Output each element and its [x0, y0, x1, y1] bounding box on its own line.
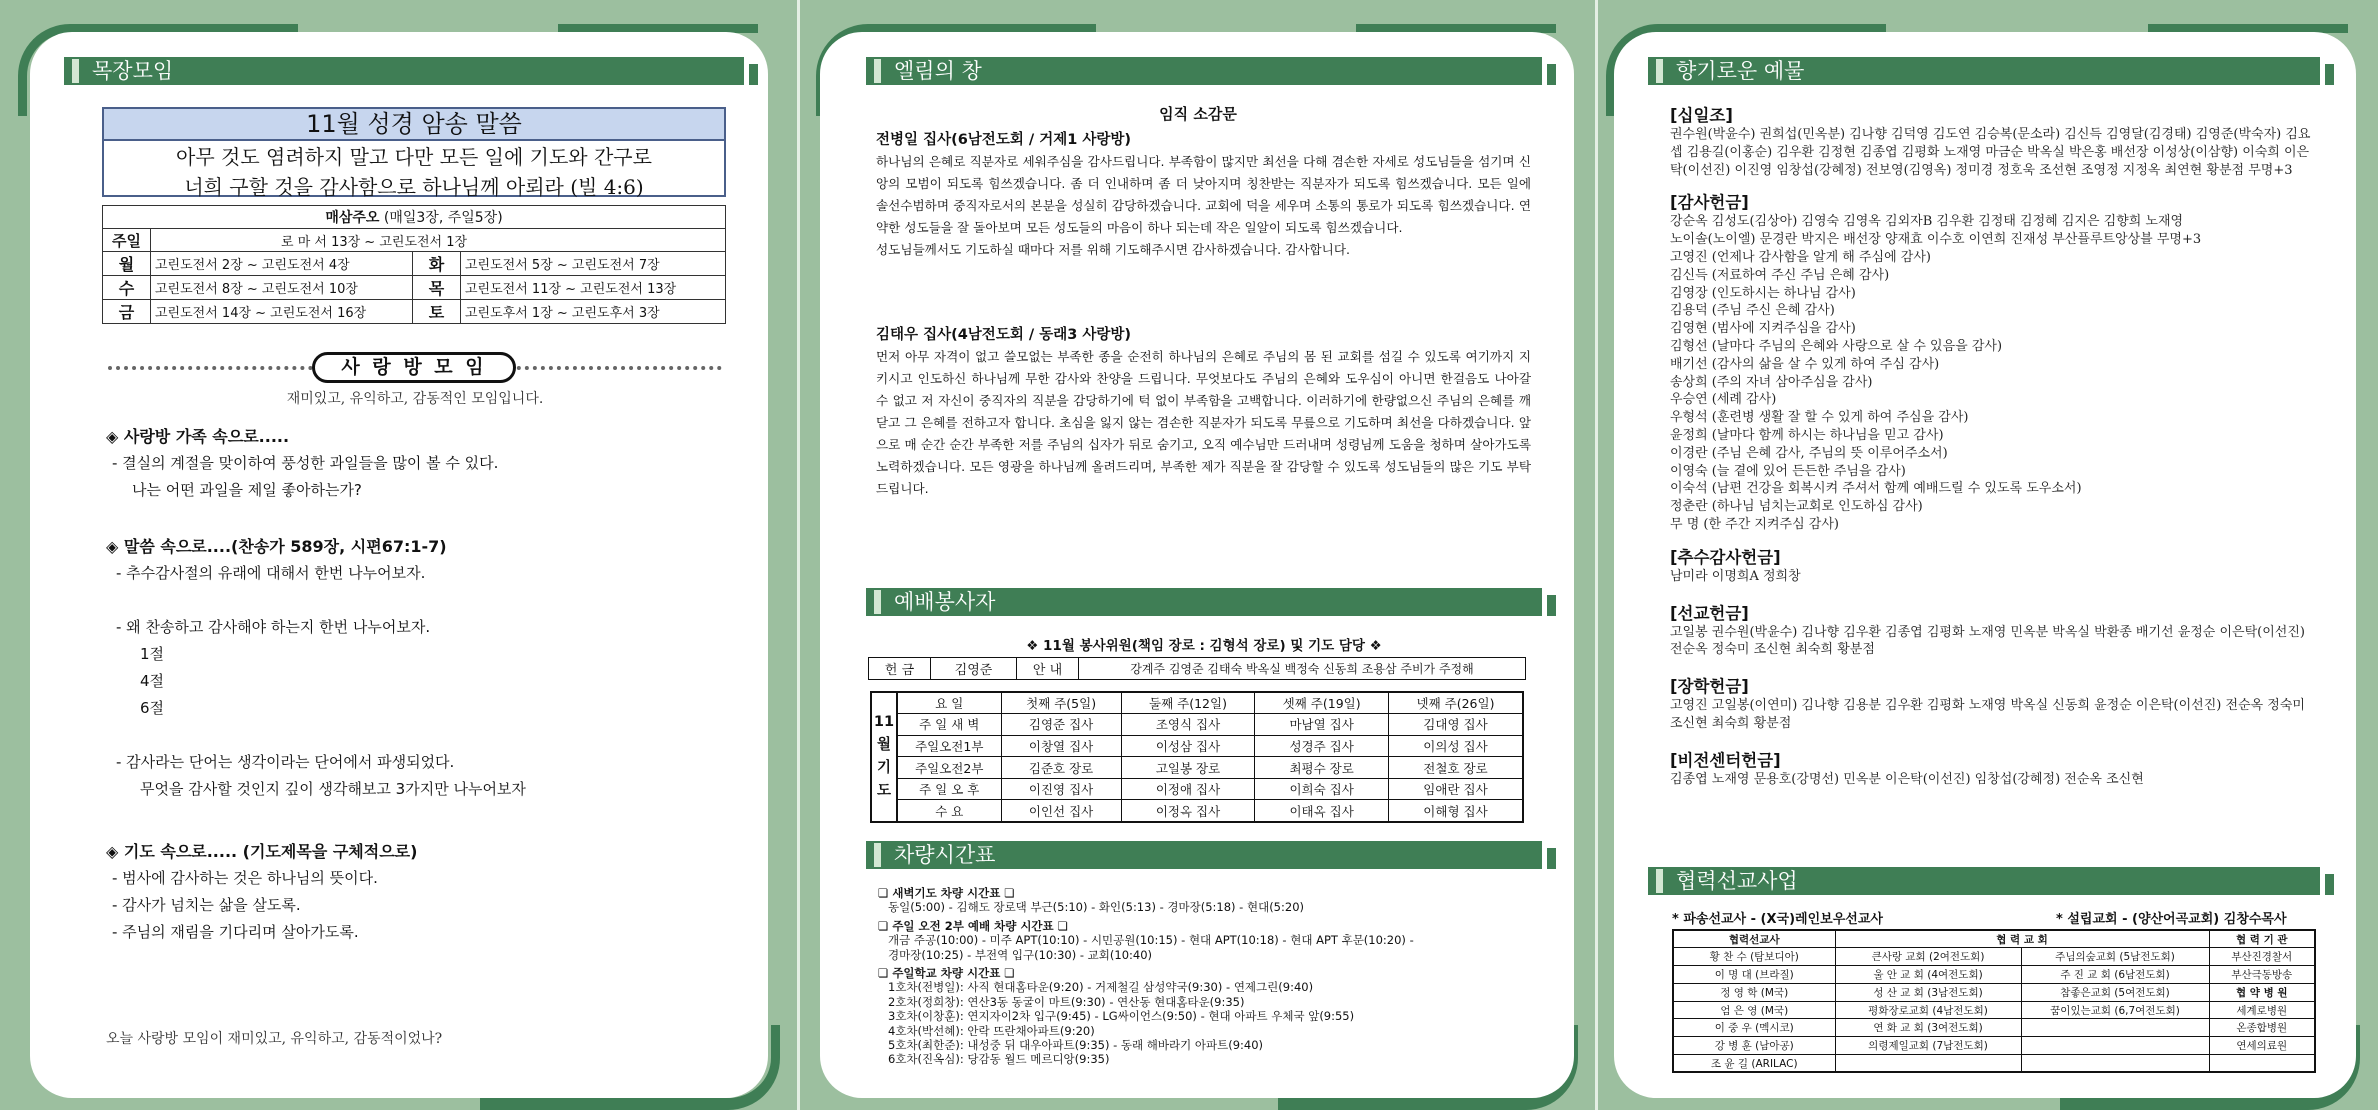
offering-list [1670, 102, 2318, 789]
prayer-schedule-table [870, 691, 1524, 823]
schedule-cell: 임애란 집사 [1388, 778, 1523, 800]
schedule-header: 둘째 주(12일) [1121, 692, 1255, 714]
testimony-author: 김태우 집사(4남전도회 / 동래3 사랑방) [876, 327, 1132, 343]
mission-left-label: * 파송선교사 - (X국)레인보우선교사 [1672, 912, 1883, 927]
mission-cell: 부산극동방송 [2209, 966, 2315, 984]
reading-day: 금 [103, 300, 151, 324]
reading-range: 고린도전서 14장 ~ 고린도전서 16장 [151, 300, 413, 324]
offering-names: 우형석 (훈련병 생활 잘 할 수 있게 하여 주심을 감사) [1670, 410, 1969, 426]
discussion-line: - 주님의 재림을 기다리며 살아가도록. [112, 923, 359, 941]
offering-names: 우승연 (세례 감사) [1670, 392, 1777, 408]
mission-cell: 참좋은교회 (5여전도회) [2021, 983, 2209, 1001]
memory-verse-line: 너희 구할 것을 감사함으로 하나님께 아뢰라 (빌 4:6) [184, 175, 644, 199]
mission-cell: 주님의숲교회 (5남전도회) [2021, 948, 2209, 966]
reading-day: 수 [103, 276, 151, 300]
reading-day: 토 [413, 300, 461, 324]
testimony-author: 전병일 집사(6남전도회 / 거제1 사랑방) [876, 132, 1132, 148]
verse-number: 1절 [140, 645, 165, 663]
reading-range: 고린도전서 5장 ~ 고린도전서 7장 [461, 252, 726, 276]
schedule-cell: 김영준 집사 [1001, 714, 1121, 736]
reading-range: 고린도전서 2장 ~ 고린도전서 4장 [151, 252, 413, 276]
side-char: 월 [876, 736, 891, 753]
offering-names: 송상희 (주의 자녀 삼아주심을 감사) [1670, 374, 1873, 390]
mission-cell: 협 약 병 원 [2209, 983, 2315, 1001]
schedule-cell: 주 일 새 벽 [897, 714, 1001, 736]
panel-offering [1596, 0, 2378, 1110]
testimony-body: 하나님의 은혜로 직분자로 세워주심을 감사드립니다. 부족함이 많지만 최선을 다해 겸손한 자세로 성도님들을 섬기며 신앙의 모범이 되도록 힘쓰겠습니다. 좀 더 인내하며 좀 더 낮아지며 칭찬받는 직분자가 되도록 힘쓰겠습니다. 모든 일에 솔선수범하며 중직자로서의 본분을 성실히 감당하겠습니다. 교회에 덕을 세우며 소통의 통로가 되도록 힘쓰겠습니다. 연약한 성도들을 잘 돌아보며 모든 성도들의 마음이 하나 되는데 작은 일알이 되도록 힘쓰겠습니다. [876, 154, 1531, 235]
sarang-title: 사 랑 방 모 임 [312, 352, 516, 383]
offering-heading: [추수감사헌금] [1670, 547, 1781, 567]
table-row [1673, 1037, 2315, 1055]
offering-names: 남미라 이명희A 정희창 [1670, 568, 1801, 584]
verse-number: 6절 [140, 699, 165, 717]
schedule-cell: 마남열 집사 [1255, 714, 1389, 736]
offering-names: 고영진 (언제나 감사함을 알게 해 주심에 감사) [1670, 249, 1931, 265]
schedule-cell: 이인선 집사 [1001, 800, 1121, 822]
memory-verse-line: 아무 것도 염려하지 말고 다만 모든 일에 기도와 간구로 [176, 145, 652, 169]
testimony-title: 임직 소감문 [1159, 105, 1237, 123]
offering-heading: [비전센터헌금] [1670, 750, 1781, 770]
schedule-cell: 이의성 집사 [1388, 735, 1523, 757]
discussion-section-family [106, 423, 746, 504]
schedule-header: 넷째 주(26일) [1388, 692, 1523, 714]
table-row [1673, 1055, 2315, 1073]
bus-route: 개금 주공(10:00) - 미주 APT(10:10) - 시민공원(10:15) - 현대 APT(10:18) - 현대 APT 후문(10:20) - [888, 933, 1414, 948]
discussion-line: 나는 어떤 과일을 제일 좋아하는가? [132, 481, 362, 499]
mission-cell: 의령제일교회 (7남전도회) [1835, 1037, 2021, 1055]
bus-route: 6호차(진옥심): 당감동 월드 메르디앙(9:35) [888, 1052, 1110, 1067]
offering-names: 이영숙 (늘 곁에 있어 든든한 주님을 감사) [1670, 463, 1906, 479]
offering-names: 강순옥 김성도(김상아) 김영숙 김영옥 김외자B 김우환 김정태 김정혜 김지은 김향희 노재영 [1670, 214, 2184, 230]
mission-table [1672, 929, 2316, 1073]
schedule-header: 첫째 주(5일) [1001, 692, 1121, 714]
discussion-line: - 왜 찬송하고 감사해야 하는지 한번 나누어보자. [116, 618, 431, 636]
offering-usher-table [868, 657, 1526, 680]
mission-cell: 연 화 교 회 (3여전도회) [1835, 1019, 2021, 1037]
mission-cell: 큰사랑 교회 (2여전도회) [1835, 948, 2021, 966]
bus-route: 5호차(최한준): 내성중 뒤 대우아파트(9:35) - 동래 해바라기 아파트(9:40) [888, 1038, 1264, 1053]
schedule-cell: 성경주 집사 [1255, 735, 1389, 757]
section-header-elim: 엘림의 창 [866, 57, 1542, 85]
schedule-cell: 이정애 집사 [1121, 778, 1255, 800]
reading-subtitle: (매일3장, 주일5장) [383, 210, 503, 226]
discussion-line: - 추수감사절의 유래에 대해서 한번 나누어보자. [116, 564, 426, 582]
schedule-cell: 이창열 집사 [1001, 735, 1121, 757]
bus-title: ❏ 주일 오전 2부 예배 차량 시간표 ❏ [878, 918, 1068, 933]
discussion-line: 무엇을 감사할 것인지 깊이 생각해보고 3가지만 나누어보자 [140, 780, 526, 798]
mission-cell [1835, 1055, 2021, 1073]
mission-header: 협 력 교 회 [1835, 930, 2209, 948]
bus-route: 3호차(이창훈): 연지자이2차 입구(9:45) - LG싸이언스(9:50) - 현대 아파트 우체국 앞(9:55) [888, 1009, 1355, 1024]
discussion-line: - 범사에 감사하는 것은 하나님의 뜻이다. [112, 869, 378, 887]
reading-title: 매삼주오 [325, 210, 380, 226]
offering-names: 김영장 (인도하시는 하나님 감사) [1670, 285, 1856, 301]
discussion-heading: ◈ 말씀 속으로....(찬송가 589장, 시편67:1-7) [106, 537, 447, 556]
offering-names: 김용덕 (주님 주신 은혜 감사) [1670, 303, 1835, 319]
offering-names: 정춘란 (하나님 넘치는교회로 인도하심 감사) [1670, 499, 1923, 515]
reading-range: 로 마 서 13장 ~ 고린도전서 1장 [151, 229, 726, 252]
mission-cell: 성 산 교 회 (3남전도회) [1835, 983, 2021, 1001]
mission-cell [2209, 1055, 2315, 1073]
schedule-side-label [871, 692, 897, 822]
footer-question: 오늘 사랑방 모임이 재미있고, 유익하고, 감동적이었나? [106, 1031, 443, 1047]
schedule-header: 요 일 [897, 692, 1001, 714]
offering-names: 고일봉 권수원(박윤수) 김나향 김우환 김종엽 김평화 노재영 민옥분 박옥실 박환종 배기선 윤정순 이은탁(이선진) 전순옥 정숙미 조신현 최숙희 황분점 [1670, 624, 2305, 658]
bus-route: 2호차(정희창): 연산3동 동굴이 마트(9:30) - 연산동 현대홈타운(9:35) [888, 994, 1245, 1009]
mission-cell: 황 찬 수 (탐보디아) [1673, 948, 1835, 966]
schedule-cell: 이해형 집사 [1388, 800, 1523, 822]
role-person: 김영준 [931, 658, 1017, 680]
testimony-body: 성도님들께서도 기도하실 때마다 저를 위해 기도해주시면 감사하겠습니다. 감사합니다. [876, 242, 1350, 257]
mission-cell [2021, 1055, 2209, 1073]
bus-route: 1호차(전병일): 사직 현대홈타운(9:20) - 거제철길 삼성약국(9:30) - 연제그린(9:40) [888, 980, 1314, 995]
schedule-cell: 수 요 [897, 800, 1001, 822]
mission-cell: 조 윤 길 (ARILAC) [1673, 1055, 1835, 1073]
offering-names: 김종엽 노재영 문용호(강명선) 민옥분 이은탁(이선진) 임창섭(강혜정) 전순옥 조신현 [1670, 771, 2144, 787]
schedule-cell: 이태옥 집사 [1255, 800, 1389, 822]
sarang-subtitle: 재미있고, 유익하고, 감동적인 모임입니다. [286, 391, 544, 407]
mission-header: 협 력 기 관 [2209, 930, 2315, 948]
volunteer-title: ❖ 11월 봉사위원(책임 장로 : 김형석 장로) 및 기도 담당 ❖ [1026, 638, 1382, 654]
offering-names: 배기선 (감사의 삶을 살 수 있게 하여 주심 감사) [1670, 356, 1940, 372]
mission-right-label: * 설립교회 - (양산어곡교회) 김창수목사 [2056, 912, 2287, 927]
testimony-1 [876, 128, 1531, 261]
testimony-body: 먼저 아무 자격이 없고 쓸모없는 부족한 종을 순전히 하나님의 은혜로 주님의 몸 된 교회를 섬길 수 있도록 여기까지 지키시고 인도하신 하나님께 무한 감사와 찬양을 드립니다. 무엇보다도 주님의 은혜와 도우심이 아니면 한걸음도 나아갈 수 없고 저 자신이 중직자의 직분을 감당하기에 턱 없이 부족함을 고백합니다. 이러하기에 한량없으신 주님의 은혜를 깨닫고 그 은혜를 전하고자 합니다. 초심을 잃지 않는 겸손한 직분자가 되도록 무릎으로 기도하며 최선을 다하겠습니다. 앞으로 매 순간 순간 부족한 저를 주님의 십자가 뒤로 숨기고, 오직 예수님만 드러내며 성령님께 도움을 청하며 살아가도록 노력하겠습니다. 모든 영광을 하나님께 올려드리며, 부족한 제가 직분을 잘 감당할 수 있도록 성도님들의 많은 기도 부탁드립니다. [876, 349, 1531, 496]
table-row [871, 778, 1523, 800]
reading-day: 주일 [103, 229, 151, 252]
side-char: 11 [873, 713, 895, 730]
mission-cell: 연세의료원 [2209, 1037, 2315, 1055]
offering-names: 고영진 고일봉(이연미) 김나향 김용분 김우환 김평화 노재영 박옥실 신동희 윤정순 이은탁(이선진) 전순옥 정숙미 조신현 최숙희 황분점 [1670, 698, 2305, 731]
table-row [1673, 1019, 2315, 1037]
schedule-header: 셋째 주(19일) [1255, 692, 1389, 714]
table-row [871, 757, 1523, 779]
offering-names: 윤정희 (날마다 함께 하시는 하나님을 믿고 감사) [1670, 427, 1944, 443]
role-label: 안 내 [1017, 658, 1079, 680]
schedule-cell: 주 일 오 후 [897, 778, 1001, 800]
mission-cell: 세계로병원 [2209, 1001, 2315, 1019]
discussion-heading: ◈ 기도 속으로..... (기도제목을 구체적으로) [106, 842, 418, 861]
mission-header: 협력선교사 [1673, 930, 1835, 948]
schedule-cell: 김대영 집사 [1388, 714, 1523, 736]
offering-names: 김신득 (저료하여 주신 주님 은혜 감사) [1670, 267, 1890, 283]
offering-heading: [감사헌금] [1670, 193, 1749, 213]
reading-day: 월 [103, 252, 151, 276]
table-row [1673, 983, 2315, 1001]
reading-day: 목 [413, 276, 461, 300]
table-row [871, 714, 1523, 736]
table-row [871, 800, 1523, 822]
table-row [1673, 1001, 2315, 1019]
discussion-section-word [106, 533, 746, 803]
mission-cell: 이 중 우 (멕시코) [1673, 1019, 1835, 1037]
mission-cell [2021, 1019, 2209, 1037]
offering-heading: [선교헌금] [1670, 603, 1749, 623]
mission-cell: 주 진 교 회 (6남전도회) [2021, 966, 2209, 984]
section-header-bus: 차량시간표 [866, 841, 1542, 869]
bus-title: ❏ 새벽기도 차량 시간표 ❏ [878, 886, 1015, 900]
schedule-cell: 이성삼 집사 [1121, 735, 1255, 757]
section-header-offering: 향기로운 예물 [1648, 57, 2320, 85]
offering-heading: [십일조] [1670, 106, 1733, 125]
side-char: 도 [876, 782, 891, 799]
role-person: 강계주 김영준 김태숙 박옥실 백정숙 신동희 조용삼 주비가 주정해 [1079, 658, 1526, 680]
offering-names: 이숙석 (남편 건강을 회복시켜 주셔서 함께 예배드릴 수 있도록 도우소서) [1670, 481, 2082, 497]
bus-route: 동일(5:00) - 김해도 장로댁 부근(5:10) - 화인(5:13) - 경마장(5:18) - 현대(5:20) [888, 900, 1304, 915]
mission-cell: 울 안 교 회 (4여전도회) [1835, 966, 2021, 984]
reading-day: 화 [413, 252, 461, 276]
testimony-2 [876, 323, 1531, 500]
role-label: 헌 금 [869, 658, 931, 680]
schedule-cell: 주일오전1부 [897, 735, 1001, 757]
bus-title: ❏ 주일학교 차량 시간표 ❏ [878, 966, 1015, 981]
schedule-cell: 주일오전2부 [897, 757, 1001, 779]
panel-elim [798, 0, 1596, 1110]
schedule-cell: 고일봉 장로 [1121, 757, 1255, 779]
mission-cell [2021, 1037, 2209, 1055]
verse-number: 4절 [140, 672, 165, 690]
mission-cell: 강 병 훈 (남아공) [1673, 1037, 1835, 1055]
schedule-cell: 이희숙 집사 [1255, 778, 1389, 800]
mission-cell: 부산진경찰서 [2209, 948, 2315, 966]
mission-cell: 온종합병원 [2209, 1019, 2315, 1037]
mission-cell: 이 명 대 (브라질) [1673, 966, 1835, 984]
table-row [1673, 948, 2315, 966]
discussion-line: - 결실의 계절을 맞이하여 풍성한 과일들을 많이 볼 수 있다. [112, 454, 499, 472]
reading-range: 고린도전서 11장 ~ 고린도전서 13장 [461, 276, 726, 300]
mission-cell: 정 영 학 (M국) [1673, 983, 1835, 1001]
panel-mokjang [0, 0, 798, 1110]
offering-names: 노이솔(노이엘) 문경란 박지은 배선장 양재효 이수호 이연희 진재성 부산플루트앙상블 무명+3 [1670, 232, 2202, 248]
offering-names: 권수원(박윤수) 권희섭(민옥분) 김나향 김덕영 김도연 김승복(문소라) 김신득 김영달(김경태) 김영준(박숙자) 김요셉 김용길(이홍순) 김우환 김정현 김종엽 김평화 노재영 마금순 박옥실 박은홍 배선장 이성상(이삼향) 이숙희 이은탁(이선진) 이진영 임창섭(강혜정) 전보영(김영옥) 정미경 정호욱 조선현 조영정 지정옥 최연현 황분점 무명+3 [1670, 127, 2311, 178]
mission-cell: 꿈이있는교회 (6,7여전도회) [2021, 1001, 2209, 1019]
schedule-cell: 전철호 장로 [1388, 757, 1523, 779]
offering-names: 이경란 (주님 은혜 감사, 주님의 뜻 이루어주소서) [1670, 445, 1948, 461]
discussion-heading: ◈ 사랑방 가족 속으로..... [106, 427, 290, 446]
table-row [1673, 966, 2315, 984]
offering-names: 김영현 (범사에 지켜주심을 감사) [1670, 321, 1856, 337]
mission-cell: 평화장로교회 (4남전도회) [1835, 1001, 2021, 1019]
discussion-section-prayer [106, 838, 746, 946]
bus-schedule [878, 886, 1533, 1067]
table-row [871, 735, 1523, 757]
schedule-cell: 김준호 장로 [1001, 757, 1121, 779]
reading-range: 고린도전서 8장 ~ 고린도전서 10장 [151, 276, 413, 300]
memory-verse-box [102, 107, 726, 197]
mission-cell: 엄 은 영 (M국) [1673, 1001, 1835, 1019]
side-char: 기 [876, 759, 891, 776]
reading-range: 고린도후서 1장 ~ 고린도후서 3장 [461, 300, 726, 324]
schedule-cell: 이정옥 집사 [1121, 800, 1255, 822]
discussion-line: - 감사가 넘치는 삶을 살도록. [112, 896, 301, 914]
offering-heading: [장학헌금] [1670, 677, 1749, 697]
bus-route: 4호차(박선혜): 안락 뜨란채아파트(9:20) [888, 1023, 1095, 1038]
schedule-cell: 조영식 집사 [1121, 714, 1255, 736]
bus-route: 경마장(10:25) - 부전역 입구(10:30) - 교회(10:40) [888, 947, 1153, 962]
offering-names: 무 명 (한 주간 지켜주심 감사) [1670, 516, 1839, 532]
memory-verse-title: 11월 성경 암송 말씀 [104, 109, 724, 141]
section-header-mission: 협력선교사업 [1648, 867, 2320, 895]
section-header-mokjang: 목장모임 [64, 57, 744, 85]
discussion-line: - 감사라는 단어는 생각이라는 단어에서 파생되었다. [116, 753, 455, 771]
offering-names: 김형선 (날마다 주님의 은혜와 사랑으로 살 수 있음을 감사) [1670, 338, 2003, 354]
schedule-cell: 이진영 집사 [1001, 778, 1121, 800]
section-header-volunteers: 예배봉사자 [866, 588, 1542, 616]
schedule-cell: 최평수 장로 [1255, 757, 1389, 779]
bible-reading-table [102, 205, 726, 324]
